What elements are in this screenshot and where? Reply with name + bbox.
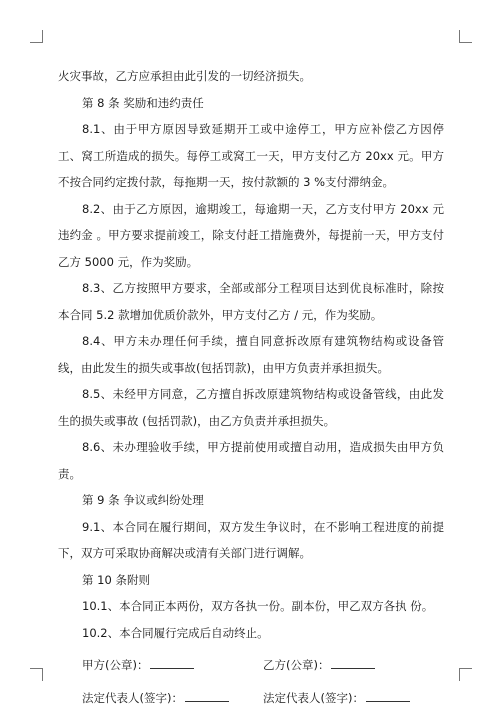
party-b-seal-blank [331,656,375,669]
party-b-rep-blank [366,689,410,702]
clause-8-6: 8.6、未办理验收手续，甲方提前使用或擅自动用，造成损失由甲方负责。 [58,434,444,487]
article-9-heading: 第 9 条 争议或纠纷处理 [58,487,444,514]
clause-10-2: 10.2、本合同履行完成后自动终止。 [58,620,444,647]
clause-8-1: 8.1、由于甲方原因导致延期开工或中途停工，甲方应补偿乙方因停工、窝工所造成的损失。每停工或窝工一天，甲方支付乙方 20xx 元。甲方不按合同约定拨付款，每拖期一天，按付款额的 3 %支付滞纳金。 [58,116,444,196]
article-10-heading: 第 10 条附则 [58,567,444,594]
party-a-representative [58,685,263,711]
crop-mark-bottom-right [459,668,472,681]
seal-row [58,652,444,679]
party-a-seal-label: 甲方(公章)： [82,658,148,672]
party-b-seal-label: 乙方(公章)： [263,658,329,672]
clause-10-1: 10.1、本合同正本两份，双方各执一份。副本份，甲乙双方各执 份。 [58,593,444,620]
crop-mark-top-left [30,30,43,43]
party-b-seal [263,652,444,679]
party-b-rep-label: 法定代表人(签字)： [263,691,364,705]
clause-9-1: 9.1、本合同在履行期间，双方发生争议时，在不影响工程进度的前提下，双方可采取协商解决或清有关部门进行调解。 [58,514,444,567]
clause-8-3: 8.3、乙方按照甲方要求，全部或部分工程项目达到优良标准时，除按本合同 5.2 款增加优质价款外，甲方支付乙方 / 元，作为奖励。 [58,275,444,328]
party-a-seal-blank [150,656,194,669]
document-body [58,63,444,711]
crop-mark-top-right [459,30,472,43]
party-a-seal [58,652,263,679]
clause-8-4: 8.4、甲方未办理任何手续，擅自同意拆改原有建筑物结构或设备管线，由此发生的损失或事故(包括罚款)，由甲方负责并承担损失。 [58,328,444,381]
crop-mark-bottom-left [30,668,43,681]
paragraph-fire-accident: 火灾事故，乙方应承担由此引发的一切经济损失。 [58,63,444,90]
party-b-representative [263,685,444,711]
clause-8-2: 8.2、由于乙方原因，逾期竣工，每逾期一天，乙方支付甲方 20xx 元违约金 。甲方要求提前竣工，除支付赶工措施费外，每提前一天，甲方支付乙方 5000 元，作为奖励。 [58,196,444,276]
party-a-rep-label: 法定代表人(签字)： [82,691,183,705]
article-8-heading: 第 8 条 奖励和违约责任 [58,90,444,117]
clause-8-5: 8.5、未经甲方同意，乙方擅自拆改原建筑物结构或设备管线，由此发生的损失或事故 (包括罚款)，由乙方负责并承担损失。 [58,381,444,434]
party-a-rep-blank [185,689,229,702]
representative-row [58,685,444,711]
